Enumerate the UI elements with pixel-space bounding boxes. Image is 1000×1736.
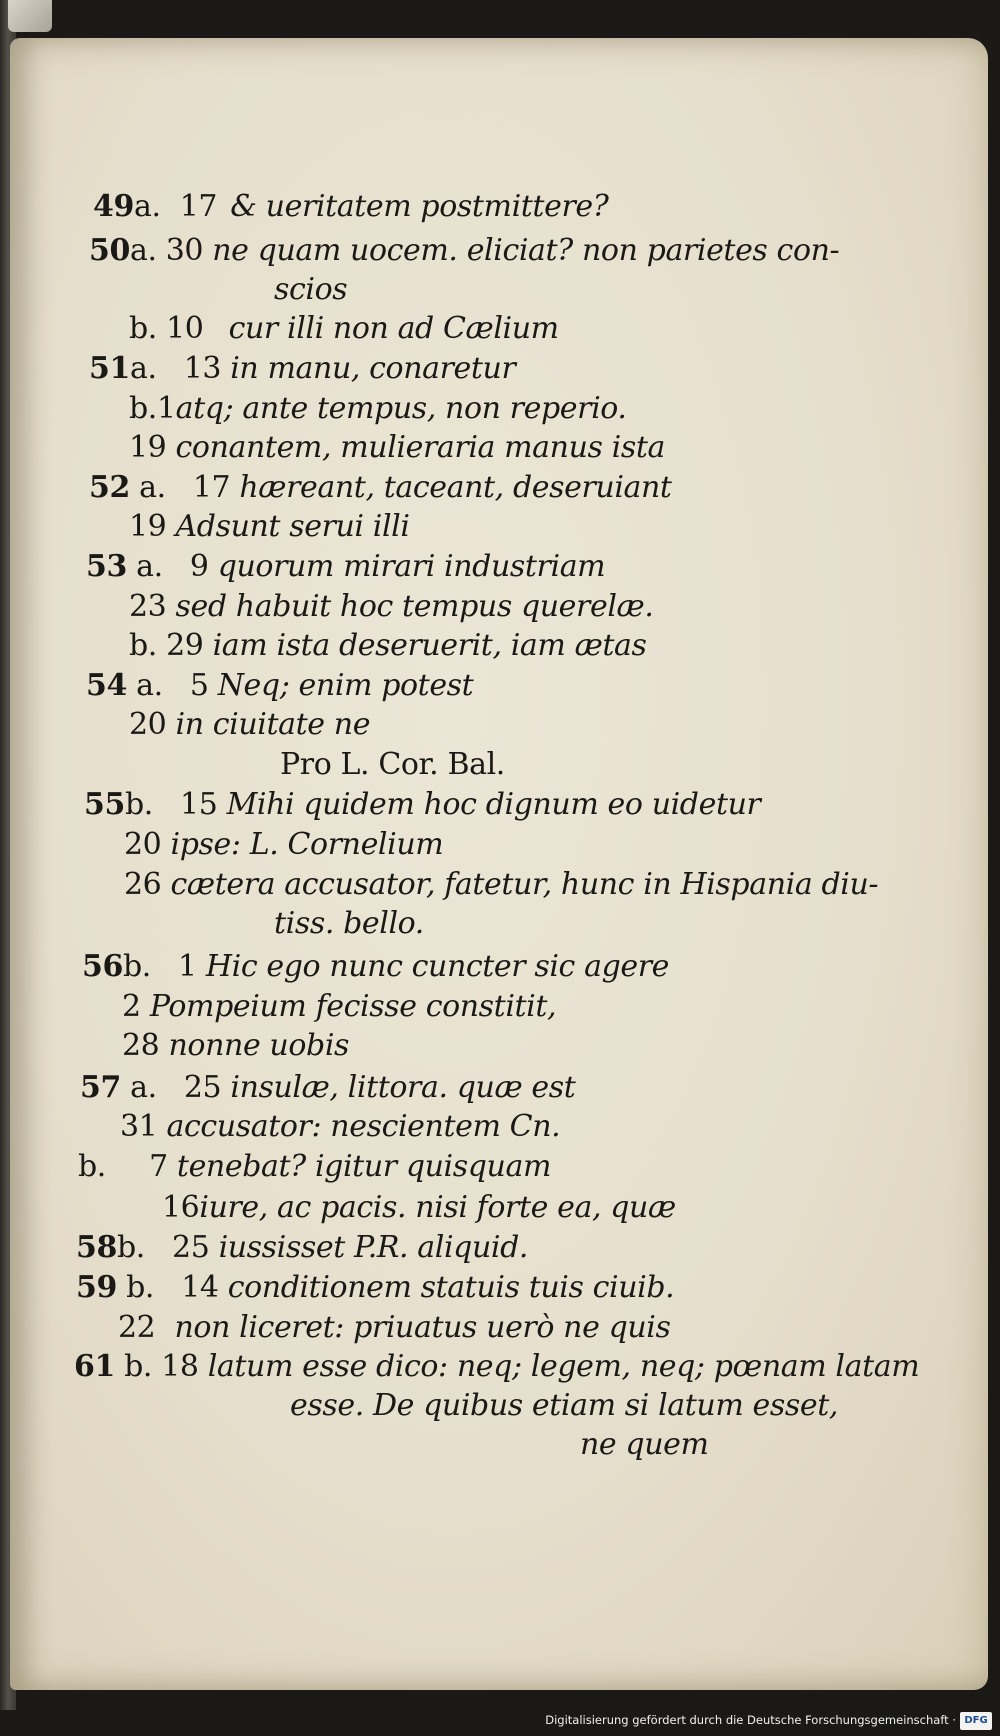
entry-text: conditionem statuis tuis ciuib. (227, 1270, 675, 1305)
page-number: 55 (84, 787, 125, 822)
list-item (89, 352, 515, 386)
list-item (124, 828, 443, 862)
page-number: 61 (74, 1349, 115, 1384)
entry-text: scios (274, 272, 348, 307)
list-item (122, 1029, 349, 1063)
list-item (76, 1271, 674, 1305)
entry-text: accusator: nescientem Cn. (166, 1109, 561, 1144)
column-ref: a. (129, 233, 157, 268)
section-heading-text: Pro L. Cor. Bal. (280, 747, 505, 782)
column-ref: b. (116, 1230, 145, 1265)
entry-text: nonne uobis (168, 1028, 350, 1063)
page-number: 57 (80, 1070, 121, 1105)
page-number: 50 (89, 233, 130, 268)
entry-text: ne quam uocem. eliciat? non parietes con- (212, 233, 840, 268)
column-ref: b. (129, 311, 157, 346)
entry-text: in manu, conaretur (230, 351, 516, 386)
list-item (86, 550, 605, 584)
entry-text: Adsunt serui illi (175, 509, 410, 544)
entry-text: Pompeium fecisse constitit, (149, 989, 557, 1024)
page-number: 53 (86, 549, 127, 584)
entry-text: latum esse dico: neq; legem, neq; pœnam latam (207, 1349, 920, 1384)
line-number: 29 (166, 628, 204, 663)
page-number: 54 (86, 668, 127, 703)
line-number: 30 (165, 233, 204, 268)
list-item (89, 234, 839, 268)
entry-text: cætera accusator, fatetur, hunc in Hispania diu- (170, 867, 879, 902)
line-number: 18 (161, 1349, 199, 1384)
list-item (80, 1071, 575, 1105)
line-number: 19 (129, 430, 167, 465)
column-ref: b. (129, 391, 157, 426)
entry-text: hæreant, taceant, deseruiant (239, 470, 672, 505)
list-item (129, 312, 559, 346)
column-ref: b. (129, 628, 157, 663)
column-ref: b. (124, 787, 153, 822)
column-ref: a. (133, 189, 161, 224)
line-number: 20 (129, 707, 167, 742)
list-item (129, 629, 647, 663)
list-item (89, 471, 672, 505)
list-item (129, 708, 370, 742)
list-item (580, 1428, 709, 1462)
line-number: 22 (118, 1310, 156, 1345)
entry-text: & ueritatem postmittere? (230, 189, 609, 224)
entry-text: tiss. bello. (274, 906, 424, 941)
entry-text: conantem, mulieraria manus ista (175, 430, 665, 465)
list-item (124, 868, 878, 902)
line-number: 1 (156, 391, 176, 426)
line-number: 28 (122, 1028, 160, 1063)
line-number: 1 (178, 949, 197, 984)
line-number: 2 (122, 989, 141, 1024)
page-number: 49 (93, 189, 134, 224)
list-item (120, 1110, 560, 1144)
entry-text: esse. De quibus etiam si latum esset, (290, 1388, 839, 1423)
column-ref: a. (136, 549, 163, 584)
line-number: 23 (129, 589, 167, 624)
line-number: 25 (172, 1230, 210, 1265)
line-number: 16 (162, 1190, 200, 1225)
page-number: 59 (76, 1270, 117, 1305)
column-ref: a. (129, 351, 157, 386)
entry-text: quorum mirari industriam (217, 549, 606, 584)
entry-text: sed habuit hoc tempus querelæ. (175, 589, 654, 624)
line-number: 20 (124, 827, 162, 862)
column-ref: a. (130, 1070, 157, 1105)
line-number: 13 (183, 351, 222, 386)
list-item (129, 510, 410, 544)
list-item (290, 1389, 838, 1423)
page-number: 51 (89, 351, 130, 386)
line-number: 10 (166, 311, 204, 346)
line-number: 19 (129, 509, 167, 544)
entry-text: Hic ego nunc cuncter sic agere (205, 949, 670, 984)
entry-text: tenebat? igitur quisquam (176, 1149, 551, 1184)
entry-text: ne quem (580, 1427, 709, 1462)
entry-text: in ciuitate ne (175, 707, 371, 742)
dfg-logo-icon: DFG (960, 1712, 992, 1730)
line-number: 25 (183, 1070, 222, 1105)
list-item (78, 1150, 551, 1184)
entry-text: ipse: L. Cornelium (170, 827, 444, 862)
entry-text: iam ista deseruerit, iam ætas (212, 628, 647, 663)
entry-text: Mihi quidem hoc dignum eo uidetur (226, 787, 761, 822)
entry-text: cur illi non ad Cælium (228, 311, 559, 346)
list-item (162, 1191, 676, 1225)
line-number: 26 (124, 867, 162, 902)
line-number: 9 (189, 549, 209, 584)
entry-text: iure, ac pacis. nisi forte ea, quæ (199, 1190, 676, 1225)
list-item (82, 950, 669, 984)
line-number: 17 (192, 470, 231, 505)
list-item (84, 788, 760, 822)
list-item (122, 990, 556, 1024)
entry-text: non liceret: priuatus uerò ne quis (174, 1310, 671, 1345)
entry-text: insulæ, littora. quæ est (230, 1070, 576, 1105)
section-heading (280, 748, 505, 782)
line-number: 5 (189, 668, 209, 703)
page-number: 58 (76, 1230, 117, 1265)
list-item (74, 1350, 919, 1384)
list-item (118, 1311, 671, 1345)
list-item (129, 431, 665, 465)
line-number: 14 (181, 1270, 219, 1305)
column-ref: b. (126, 1270, 155, 1305)
funding-credit: Digitalisierung gefördert durch die Deutsche Forschungsgemeinschaft · (545, 1713, 956, 1727)
list-item (129, 590, 653, 624)
list-item (86, 669, 473, 703)
page-number: 56 (82, 949, 123, 984)
line-number: 17 (179, 189, 218, 224)
list-item (274, 273, 347, 307)
entry-text: atq; ante tempus, non reperio. (175, 391, 627, 426)
list-item (274, 907, 424, 941)
column-ref: b. (122, 949, 151, 984)
page-number: 52 (89, 470, 130, 505)
list-item (129, 392, 627, 426)
column-ref: a. (139, 470, 166, 505)
list-item (93, 190, 608, 224)
entry-text: Neq; enim potest (217, 668, 474, 703)
line-number: 31 (120, 1109, 158, 1144)
column-ref: a. (136, 668, 163, 703)
line-number: 7 (149, 1149, 168, 1184)
column-ref: b. (78, 1149, 106, 1184)
column-ref: b. (124, 1349, 153, 1384)
list-item (76, 1231, 528, 1265)
entry-text: iussisset P.R. aliquid. (218, 1230, 529, 1265)
line-number: 15 (180, 787, 218, 822)
